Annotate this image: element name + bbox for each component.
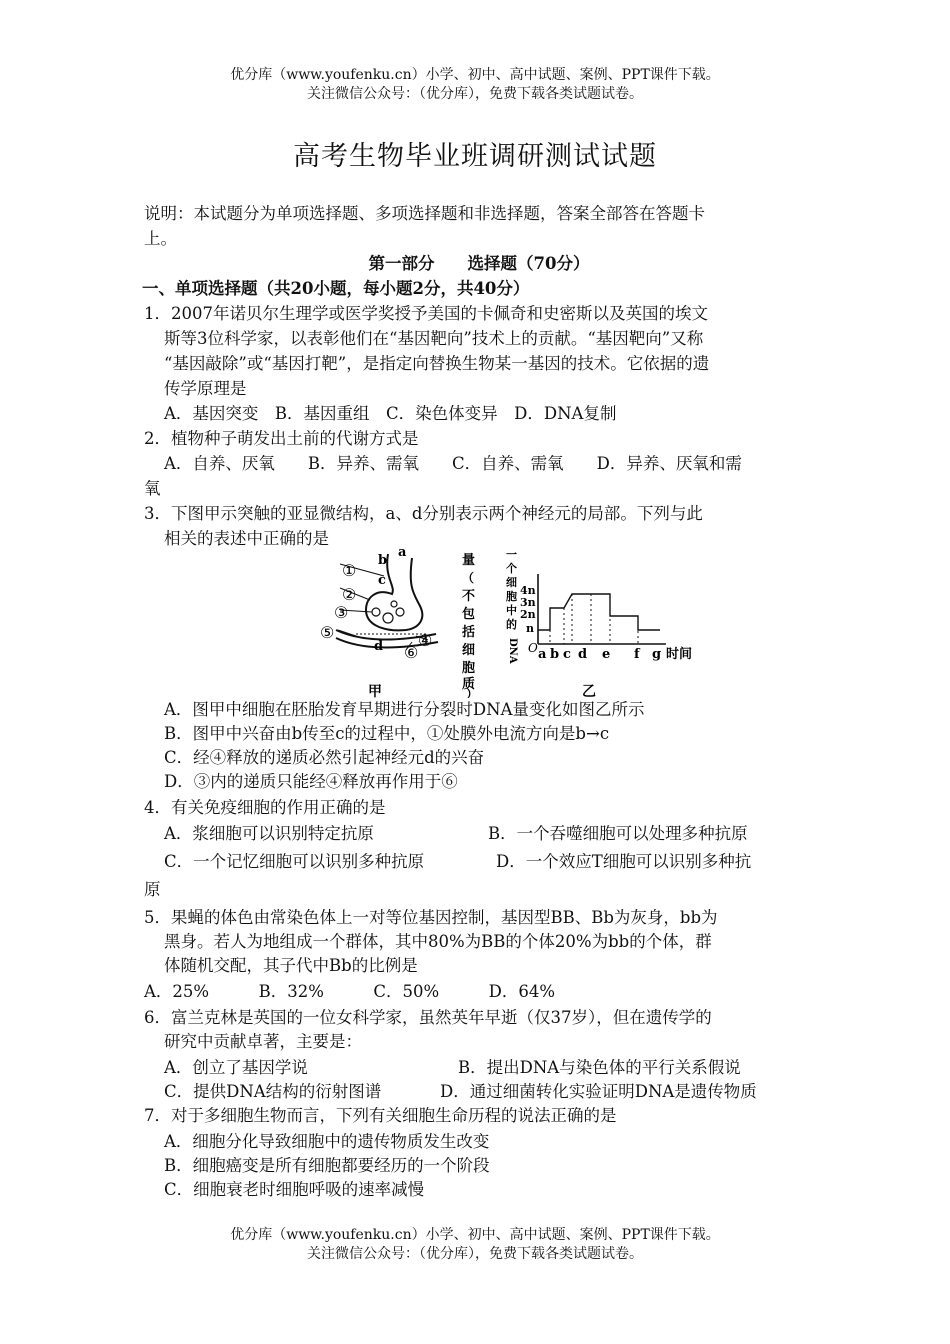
yi-xtick-c: c [563, 647, 571, 662]
q6-line-2: 研究中贡献卓著，主要是： [164, 1032, 362, 1051]
q2-stem: 2．植物种子萌发出土前的代谢方式是 [144, 429, 419, 448]
yi-ylabel-8: DNA [507, 638, 518, 664]
q7-option-c: C．细胞衰老时细胞呼吸的速率减慢 [164, 1180, 425, 1199]
yi-xtick-g: g [652, 647, 662, 662]
figure-jia-synapse [320, 548, 438, 698]
intro-line-2: 上。 [144, 229, 177, 248]
jia-mark-4: ④ [418, 631, 433, 650]
page-header [0, 66, 950, 104]
q2-options-wrap: 氧 [144, 479, 161, 498]
q4-option-a: A．浆细胞可以识别特定抗原 [164, 824, 374, 843]
yi-xtick-a: a [538, 647, 547, 662]
q7-option-a: A．细胞分化导致细胞中的遗传物质发生改变 [164, 1132, 490, 1151]
yi-xtick-f: f [634, 647, 640, 662]
q4-option-b: B．一个吞噬细胞可以处理多种抗原 [488, 824, 748, 843]
yi-ylabel-2: 一 [506, 548, 517, 561]
page-footer [0, 1226, 950, 1264]
jia-mark-3: ③ [334, 603, 349, 622]
jia-mark-6: ⑥ [404, 643, 419, 662]
q1-line-3: “基因敲除”或“基因打靶”，是指定向替换生物某一基因的技术。它依据的遗 [164, 354, 710, 373]
yi-origin: O [528, 641, 538, 655]
q7-option-b: B．细胞癌变是所有细胞都要经历的一个阶段 [164, 1156, 490, 1175]
figure-jia-label: 甲 [368, 684, 382, 698]
figure-yi-graph [461, 548, 692, 698]
yi-ylabel-1: 量 [462, 553, 476, 568]
q7-stem: 7．对于多细胞生物而言，下列有关细胞生命历程的说法正确的是 [144, 1106, 617, 1125]
jia-letter-c: c [378, 573, 386, 588]
yi-xtick-b: b [550, 647, 560, 662]
jia-letter-d: d [374, 639, 384, 654]
yi-ylabel-12: 括 [462, 625, 476, 640]
q5-options: A．25% B．32% C．50% D．64% [144, 982, 556, 1001]
yi-ylabel-5: 胞 [506, 590, 517, 603]
q5-line-2: 黑身。若人为地组成一个群体，其中80%为BB的个体20%为bb的个体，群 [164, 932, 712, 951]
q6-option-d: D．通过细菌转化实验证明DNA是遗传物质 [440, 1082, 757, 1101]
jia-letter-b: b [378, 553, 388, 568]
header-line-2: 关注微信公众号：（优分库），免费下载各类试题试卷。 [307, 86, 643, 102]
yi-ylabel-15: 质 [462, 677, 476, 692]
yi-ylabel-7: 的 [506, 618, 517, 631]
q3-option-d: D．③内的递质只能经④释放再作用于⑥ [164, 772, 458, 791]
yi-ylabel-14: 胞 [462, 661, 476, 676]
q1-options: A．基因突变 B．基因重组 C．染色体变异 D．DNA复制 [164, 404, 617, 423]
page-title: 高考生物毕业班调研测试试题 [293, 141, 657, 172]
section-heading: 一、单项选择题（共20小题，每小题2分，共40分） [142, 279, 530, 298]
q3-option-a: A．图甲中细胞在胚胎发育早期进行分裂时DNA量变化如图乙所示 [164, 700, 645, 719]
yi-tick-2n: 2n [520, 608, 536, 621]
q3-line-1: 3．下图甲示突触的亚显微结构，a、d分别表示两个神经元的局部。下列与此 [144, 504, 703, 523]
header-line-1: 优分库（www.youfenku.cn）小学、初中、高中试题、案例、PPT课件下载。 [230, 67, 720, 83]
q3-figures [316, 548, 726, 698]
jia-mark-2: ② [342, 585, 357, 604]
q3-option-b: B．图甲中兴奋由b传至c的过程中，①处膜外电流方向是b→c [164, 724, 610, 743]
yi-ylabel-16: ） [466, 687, 479, 698]
footer-line-2: 关注微信公众号：（优分库），免费下载各类试题试卷。 [307, 1246, 643, 1262]
yi-tick-3n: 3n [520, 596, 536, 609]
q5-line-3: 体随机交配，其子代中Bb的比例是 [164, 956, 418, 975]
jia-letter-a: a [398, 548, 407, 560]
yi-xtick-d: d [578, 647, 588, 662]
yi-xlabel: 时间 [666, 647, 693, 662]
q6-option-c: C．提供DNA结构的衍射图谱 [164, 1082, 382, 1101]
yi-ylabel-3: 个 [506, 562, 517, 575]
yi-tick-n: n [526, 622, 534, 635]
q4-option-d: D．一个效应T细胞可以识别多种抗 [496, 852, 752, 871]
yi-tick-4n: 4n [520, 584, 536, 597]
q5-line-1: 5．果蝇的体色由常染色体上一对等位基因控制，基因型BB、Bb为灰身，bb为 [144, 908, 718, 927]
q3-line-2: 相关的表述中正确的是 [164, 529, 329, 548]
footer-line-1: 优分库（www.youfenku.cn）小学、初中、高中试题、案例、PPT课件下载。 [230, 1227, 720, 1243]
yi-ylabel-13: 细 [462, 643, 476, 658]
q4-option-c: C．一个记忆细胞可以识别多种抗原 [164, 852, 425, 871]
yi-ylabel-10: 不 [462, 589, 476, 604]
jia-mark-5: ⑤ [320, 623, 335, 642]
yi-ylabel-4: 细 [506, 576, 517, 589]
q1-line-1: 1．2007年诺贝尔生理学或医学奖授予美国的卡佩奇和史密斯以及英国的埃文 [144, 304, 708, 323]
yi-ylabel-9: （ [462, 571, 475, 585]
q1-line-2: 斯等3位科学家，以表彰他们在“基因靶向”技术上的贡献。“基因靶向”又称 [164, 329, 704, 348]
q4-option-wrap: 原 [144, 880, 161, 899]
yi-ylabel-6: 中 [506, 604, 517, 617]
q6-option-a: A．创立了基因学说 [164, 1058, 308, 1077]
q6-option-b: B．提出DNA与染色体的平行关系假说 [458, 1058, 741, 1077]
q6-line-1: 6．富兰克林是英国的一位女科学家，虽然英年早逝（仅37岁），但在遗传学的 [144, 1008, 712, 1027]
q4-stem: 4．有关免疫细胞的作用正确的是 [144, 798, 386, 817]
q1-line-4: 传学原理是 [164, 379, 247, 398]
part-heading: 第一部分 选择题（70分） [368, 254, 590, 273]
q3-option-c: C．经④释放的递质必然引起神经元d的兴奋 [164, 748, 485, 767]
jia-mark-1: ① [342, 561, 357, 580]
intro-line-1: 说明：本试题分为单项选择题、多项选择题和非选择题，答案全部答在答题卡 [144, 204, 705, 223]
yi-xtick-e: e [602, 647, 611, 662]
q2-options: A．自养、厌氧 B．异养、需氧 C．自养、需氧 D．异养、厌氧和需 [164, 454, 742, 473]
yi-ylabel-11: 包 [462, 607, 476, 622]
figure-yi-label: 乙 [582, 684, 596, 698]
